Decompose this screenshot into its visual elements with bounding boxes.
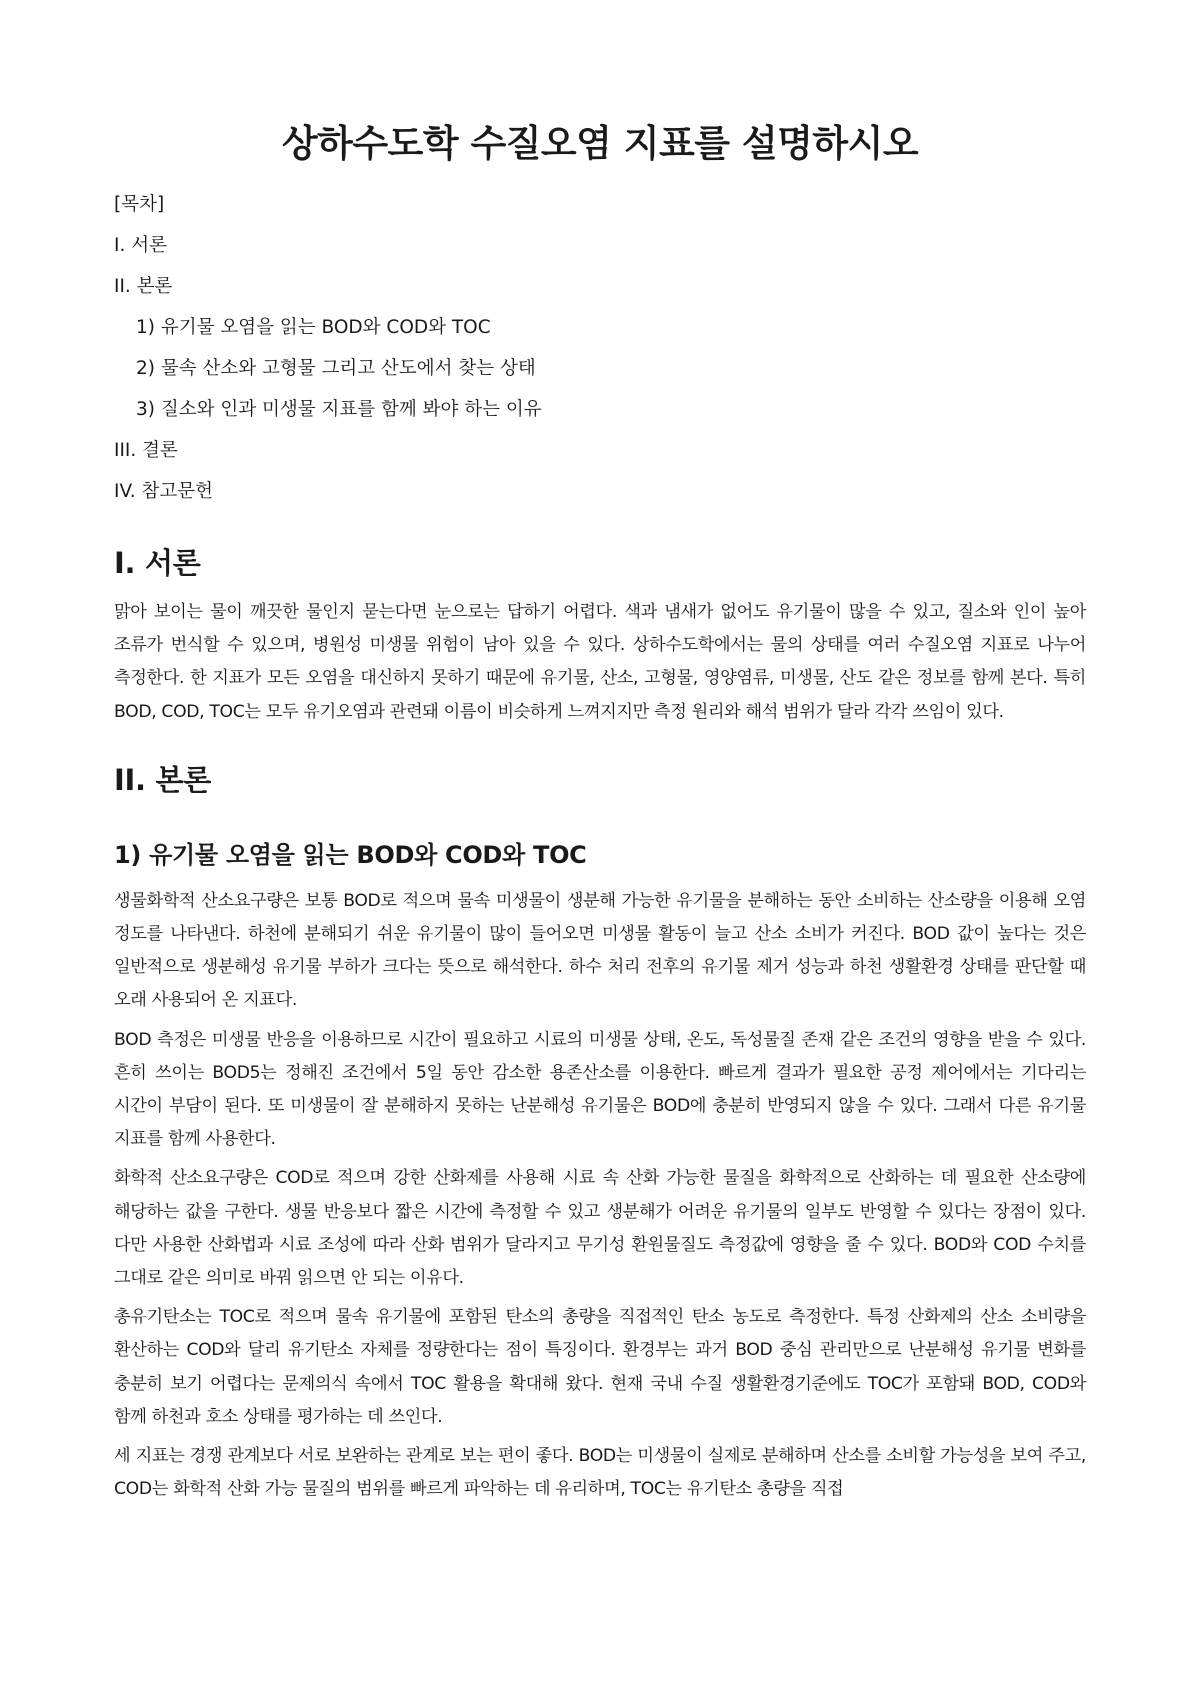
- body-paragraph: 화학적 산소요구량은 COD로 적으며 강한 산화제를 사용해 시료 속 산화 가능한 물질을 화학적으로 산화하는 데 필요한 산소량에 해당하는 값을 구한다. 생물 반응보다 짧은 시간에 측정할 수 있고 생분해가 어려운 유기물의 일부도 반영할 수 있다는 장점이 있다. 다만 사용한 산화법과 시료 조성에 따라 산화 범위가 달라지고 무기성 환원물질도 측정값에 영향을 줄 수 있다. BOD와 COD 수치를 그대로 같은 의미로 바꿔 읽으면 안 되는 이유다.: [114, 1168, 1086, 1289]
- body-paragraph: 생물화학적 산소요구량은 보통 BOD로 적으며 물속 미생물이 생분해 가능한 유기물을 분해하는 동안 소비하는 산소량을 이용해 오염 정도를 나타낸다. 하천에 분해되기 쉬운 유기물이 많이 들어오면 미생물 활동이 늘고 산소 소비가 커진다. BOD 값이 높다는 것은 일반적으로 생분해성 유기물 부하가 크다는 뜻으로 해석한다. 하수 처리 전후의 유기물 제거 성능과 하천 생활환경 상태를 판단할 때 오래 사용되어 온 지표다.: [114, 890, 1086, 1011]
- toc-item: 1) 유기물 오염을 읽는 BOD와 COD와 TOC: [136, 317, 491, 338]
- toc-item: IV. 참고문헌: [114, 481, 213, 502]
- toc-item: 3) 질소와 인과 미생물 지표를 함께 봐야 하는 이유: [136, 399, 542, 420]
- toc-item: 2) 물속 산소와 고형물 그리고 산도에서 찾는 상태: [136, 358, 536, 379]
- toc-header: [목차]: [114, 194, 165, 215]
- body-paragraph: 총유기탄소는 TOC로 적으며 물속 유기물에 포함된 탄소의 총량을 직접적인 탄소 농도로 측정한다. 특정 산화제의 산소 소비량을 환산하는 COD와 달리 유기탄소 자체를 정량한다는 점이 특징이다. 환경부는 과거 BOD 중심 관리만으로 난분해성 유기물 변화를 충분히 보기 어렵다는 문제의식 속에서 TOC 활용을 확대해 왔다. 현재 국내 수질 생활환경기준에도 TOC가 포함돼 BOD, COD와 함께 하천과 호소 상태를 평가하는 데 쓰인다.: [114, 1307, 1086, 1427]
- intro-heading: I. 서론: [114, 546, 201, 580]
- toc-item: III. 결론: [114, 440, 178, 461]
- document-title: 상하수도학 수질오염 지표를 설명하시오: [281, 122, 919, 165]
- toc-item: II. 본론: [114, 276, 173, 297]
- toc-item: I. 서론: [114, 235, 167, 256]
- body-paragraph: 세 지표는 경쟁 관계보다 서로 보완하는 관계로 보는 편이 좋다. BOD는 미생물이 실제로 분해하며 산소를 소비할 가능성을 보여 주고, COD는 화학적 산화 가능 물질의 범위를 빠르게 파악하는 데 유리하며, TOC는 유기탄소 총량을 직접: [114, 1446, 1086, 1500]
- body-heading: II. 본론: [114, 762, 211, 797]
- subsection-heading-1: 1) 유기물 오염을 읽는 BOD와 COD와 TOC: [114, 840, 587, 869]
- table-of-contents: [114, 184, 1086, 512]
- body-paragraph: BOD 측정은 미생물 반응을 이용하므로 시간이 필요하고 시료의 미생물 상태, 온도, 독성물질 존재 같은 조건의 영향을 받을 수 있다. 흔히 쓰이는 BOD5는 정해진 조건에서 5일 동안 감소한 용존산소를 이용한다. 빠르게 결과가 필요한 공정 제어에서는 기다리는 시간이 부담이 된다. 또 미생물이 잘 분해하지 못하는 난분해성 유기물은 BOD에 충분히 반영되지 않을 수 있다. 그래서 다른 유기물 지표를 함께 사용한다.: [114, 1029, 1086, 1150]
- intro-paragraph: 맑아 보이는 물이 깨끗한 물인지 묻는다면 눈으로는 답하기 어렵다. 색과 냄새가 없어도 유기물이 많을 수 있고, 질소와 인이 높아 조류가 번식할 수 있으며, 병원성 미생물 위험이 남아 있을 수 있다. 상하수도학에서는 물의 상태를 여러 수질오염 지표로 나누어 측정한다. 한 지표가 모든 오염을 대신하지 못하기 때문에 유기물, 산소, 고형물, 영양염류, 미생물, 산도 같은 정보를 함께 본다. 특히 BOD, COD, TOC는 모두 유기오염과 관련돼 이름이 비슷하게 느껴지지만 측정 원리와 해석 범위가 달라 각각 쓰임이 있다.: [114, 602, 1086, 722]
